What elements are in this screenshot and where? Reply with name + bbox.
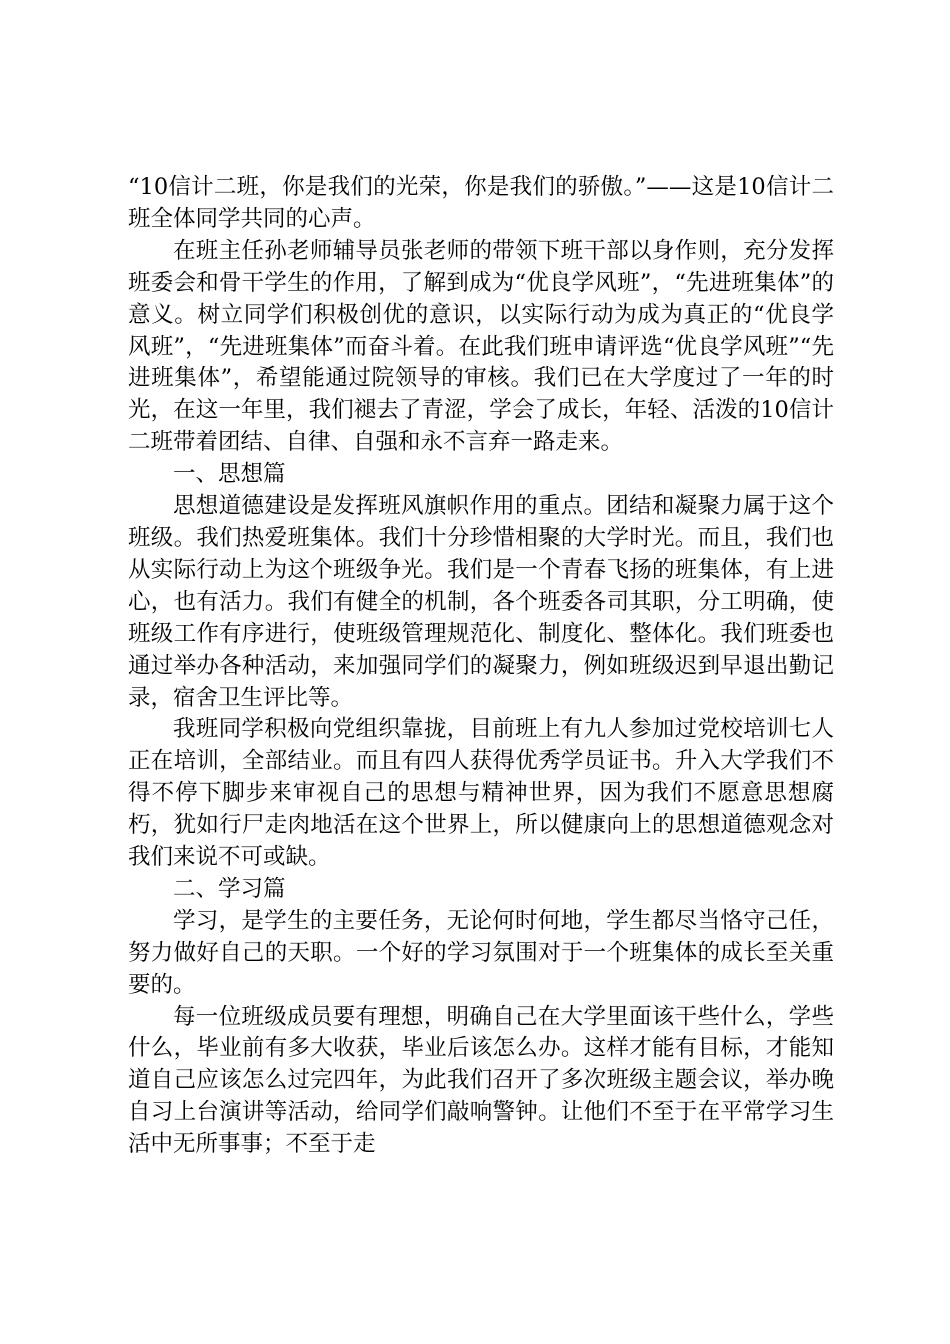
thought-paragraph-2: 我班同学积极向党组织靠拢，目前班上有九人参加过党校培训七人正在培训，全部结业。而且有四人获得优秀学员证书。升入大学我们不得不停下脚步来审视自己的思想与精神世界，因为我们不愿意思想腐朽，犹如行尸走肉地活在这个世界上，所以健康向上的思想道德观念对我们来说不可或缺。 bbox=[128, 716, 834, 871]
study-paragraph-2: 每一位班级成员要有理想，明确自己在大学里面该干些什么，学些什么，毕业前有多大收获，毕业后该怎么办。这样才能有目标，才能知道自己应该怎么过完四年，为此我们召开了多次班级主题会议，举办晚自习上台演讲等活动，给同学们敲响警钟。让他们不至于在平常学习生活中无所事事；不至于走 bbox=[128, 1003, 834, 1158]
section-heading-study: 二、学习篇 bbox=[173, 875, 286, 902]
section-heading-thought: 一、思想篇 bbox=[173, 461, 286, 488]
document-page bbox=[128, 172, 834, 1161]
intro-paragraph: “10信计二班，你是我们的光荣，你是我们的骄傲。”——这是10信计二班全体同学共同的心声。 bbox=[128, 174, 834, 232]
study-paragraph-1: 学习，是学生的主要任务，无论何时何地，学生都尽当恪守己任，努力做好自己的天职。一个好的学习氛围对于一个班集体的成长至关重要的。 bbox=[128, 907, 834, 998]
application-paragraph: 在班主任孙老师辅导员张老师的带领下班干部以身作则，充分发挥班委会和骨干学生的作用，了解到成为“优良学风班”，“先进班集体”的意义。树立同学们积极创优的意识，以实际行动为成为真正的“优良学风班”，“先进班集体”而奋斗着。在此我们班申请评选“优良学风班”“先进班集体”，希望能通过院领导的审核。我们已在大学度过了一年的时光，在这一年里，我们褪去了青涩，学会了成长，年轻、活泼的10信计二班带着团结、自律、自强和永不言弃一路走来。 bbox=[128, 237, 834, 456]
thought-paragraph-1: 思想道德建设是发挥班风旗帜作用的重点。团结和凝聚力属于这个班级。我们热爱班集体。我们十分珍惜相聚的大学时光。而且，我们也从实际行动上为这个班级争光。我们是一个青春飞扬的班集体，有上进心，也有活力。我们有健全的机制，各个班委各司其职，分工明确，使班级工作有序进行，使班级管理规范化、制度化、整体化。我们班委也通过举办各种活动，来加强同学们的凝聚力，例如班级迟到早退出勤记录，宿舍卫生评比等。 bbox=[128, 493, 834, 711]
